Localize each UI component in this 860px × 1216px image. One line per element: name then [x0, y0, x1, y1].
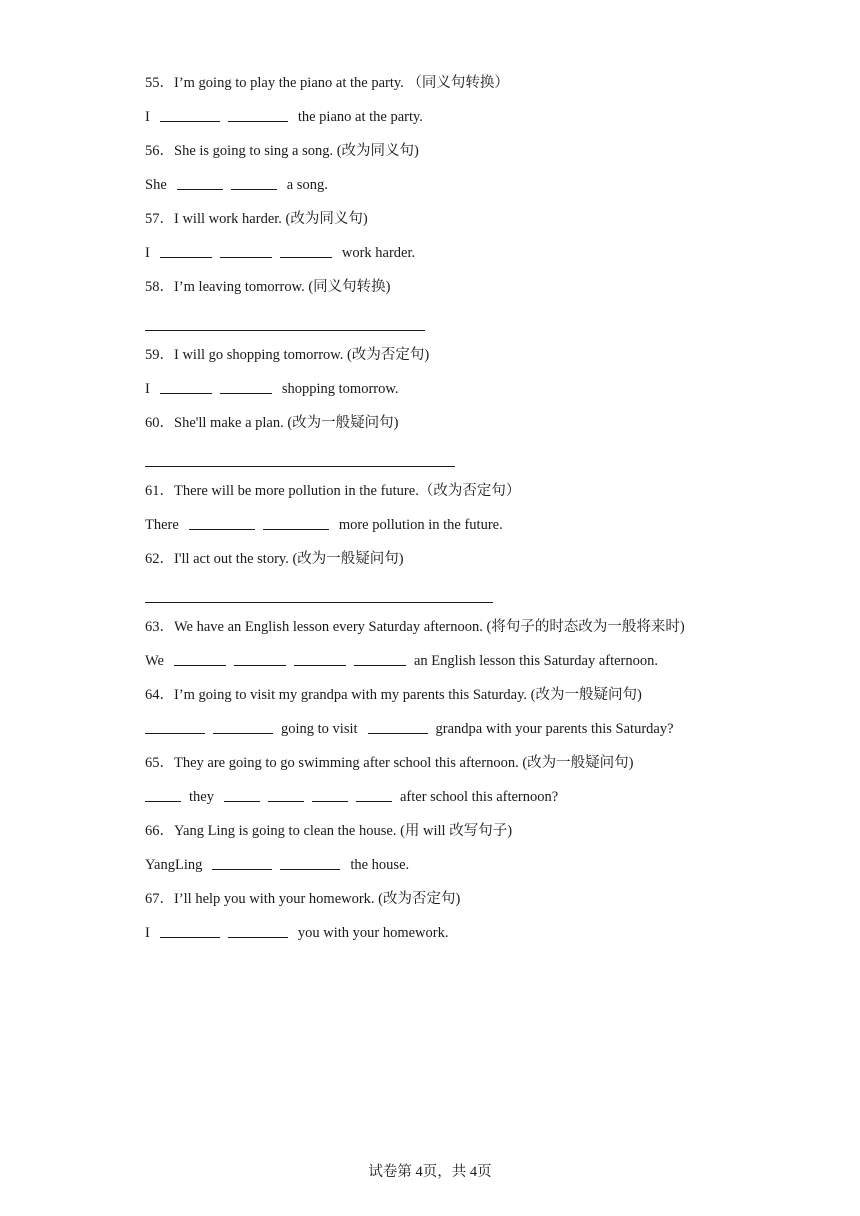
answer-line-62 [145, 582, 745, 616]
question-text: They are going to go swimming after school this afternoon. (改为一般疑问句) [174, 755, 634, 771]
question-list [145, 72, 745, 956]
question-56 [145, 140, 745, 174]
answer-blank[interactable] [231, 174, 277, 190]
question-text: I will work harder. (改为同义句) [174, 211, 368, 227]
question-text: I’m leaving tomorrow. (同义句转换) [174, 279, 391, 295]
answer-blank[interactable] [224, 786, 260, 802]
answer-suffix: after school this afternoon? [399, 789, 559, 805]
question-number: 65． [145, 755, 174, 771]
answer-prefix: We [145, 653, 164, 669]
answer-blank[interactable] [294, 650, 346, 666]
question-64 [145, 684, 745, 718]
answer-line-58 [145, 310, 745, 344]
question-number: 66． [145, 823, 174, 839]
question-text: She'll make a plan. (改为一般疑问句) [174, 415, 399, 431]
question-number: 58． [145, 279, 174, 295]
answer-line-65 [145, 786, 745, 820]
question-55 [145, 72, 745, 106]
question-57 [145, 208, 745, 242]
answer-suffix: the piano at the party. [297, 109, 423, 125]
answer-blank[interactable] [263, 514, 329, 530]
question-number: 56． [145, 143, 174, 159]
answer-line-59 [145, 378, 745, 412]
answer-suffix: an English lesson this Saturday afternoon. [413, 653, 659, 669]
question-text: Yang Ling is going to clean the house. (用 will 改写句子) [174, 823, 513, 839]
answer-full-line[interactable] [145, 582, 493, 603]
answer-blank[interactable] [160, 922, 220, 938]
answer-suffix: a song. [286, 177, 328, 193]
answer-blank[interactable] [368, 718, 428, 734]
answer-blank[interactable] [312, 786, 348, 802]
answer-blank[interactable] [220, 242, 272, 258]
answer-blank[interactable] [212, 854, 272, 870]
page-footer: 试卷第 4页，共 4页 [368, 1164, 492, 1180]
answer-prefix: I [145, 381, 150, 397]
answer-suffix: you with your homework. [297, 925, 449, 941]
answer-blank[interactable] [160, 242, 212, 258]
question-number: 67． [145, 891, 174, 907]
answer-prefix: There [145, 517, 179, 533]
answer-blank[interactable] [228, 922, 288, 938]
question-text: I'll act out the story. (改为一般疑问句) [174, 551, 404, 567]
question-59 [145, 344, 745, 378]
answer-full-line[interactable] [145, 310, 425, 331]
answer-blank[interactable] [160, 378, 212, 394]
question-66 [145, 820, 745, 854]
question-60 [145, 412, 745, 446]
question-text: I’ll help you with your homework. (改为否定句) [174, 891, 461, 907]
answer-prefix: I [145, 245, 150, 261]
answer-blank[interactable] [228, 106, 288, 122]
question-text: There will be more pollution in the future.（改为否定句） [174, 483, 521, 499]
answer-line-64 [145, 718, 745, 752]
question-number: 60． [145, 415, 174, 431]
answer-line-57 [145, 242, 745, 276]
answer-blank[interactable] [220, 378, 272, 394]
question-62 [145, 548, 745, 582]
answer-blank[interactable] [177, 174, 223, 190]
question-number: 61． [145, 483, 174, 499]
answer-prefix: She [145, 177, 167, 193]
answer-blank[interactable] [145, 786, 181, 802]
answer-prefix: I [145, 109, 150, 125]
answer-blank[interactable] [268, 786, 304, 802]
question-number: 55． [145, 75, 174, 91]
answer-blank[interactable] [145, 718, 205, 734]
answer-blank[interactable] [356, 786, 392, 802]
question-number: 64． [145, 687, 174, 703]
answer-suffix: grandpa with your parents this Saturday? [435, 721, 674, 737]
answer-line-66 [145, 854, 745, 888]
answer-suffix: work harder. [341, 245, 416, 261]
answer-line-61 [145, 514, 745, 548]
question-text: I’m going to visit my grandpa with my parents this Saturday. (改为一般疑问句) [174, 687, 642, 703]
question-61 [145, 480, 745, 514]
answer-blank[interactable] [280, 854, 340, 870]
question-text: We have an English lesson every Saturday afternoon. (将句子的时态改为一般将来时) [174, 619, 685, 635]
question-text: I will go shopping tomorrow. (改为否定句) [174, 347, 430, 363]
question-58 [145, 276, 745, 310]
answer-line-67 [145, 922, 745, 956]
answer-blank[interactable] [174, 650, 226, 666]
question-65 [145, 752, 745, 786]
answer-blank[interactable] [280, 242, 332, 258]
answer-suffix: shopping tomorrow. [281, 381, 399, 397]
answer-line-56 [145, 174, 745, 208]
answer-blank[interactable] [189, 514, 255, 530]
answer-suffix: more pollution in the future. [338, 517, 503, 533]
answer-prefix: YangLing [145, 857, 203, 873]
answer-segment: they [189, 789, 214, 805]
question-number: 57． [145, 211, 174, 227]
answer-blank[interactable] [160, 106, 220, 122]
answer-blank[interactable] [213, 718, 273, 734]
question-67 [145, 888, 745, 922]
answer-full-line[interactable] [145, 446, 455, 467]
question-text: She is going to sing a song. (改为同义句) [174, 143, 419, 159]
answer-blank[interactable] [234, 650, 286, 666]
question-text: I’m going to play the piano at the party. （同义句转换） [174, 75, 509, 91]
answer-line-60 [145, 446, 745, 480]
answer-segment: going to visit [281, 721, 358, 737]
answer-line-63 [145, 650, 745, 684]
answer-line-55 [145, 106, 745, 140]
answer-blank[interactable] [354, 650, 406, 666]
question-number: 59． [145, 347, 174, 363]
question-number: 63． [145, 619, 174, 635]
question-number: 62． [145, 551, 174, 567]
question-63 [145, 616, 745, 650]
answer-prefix: I [145, 925, 150, 941]
answer-suffix: the house. [350, 857, 410, 873]
